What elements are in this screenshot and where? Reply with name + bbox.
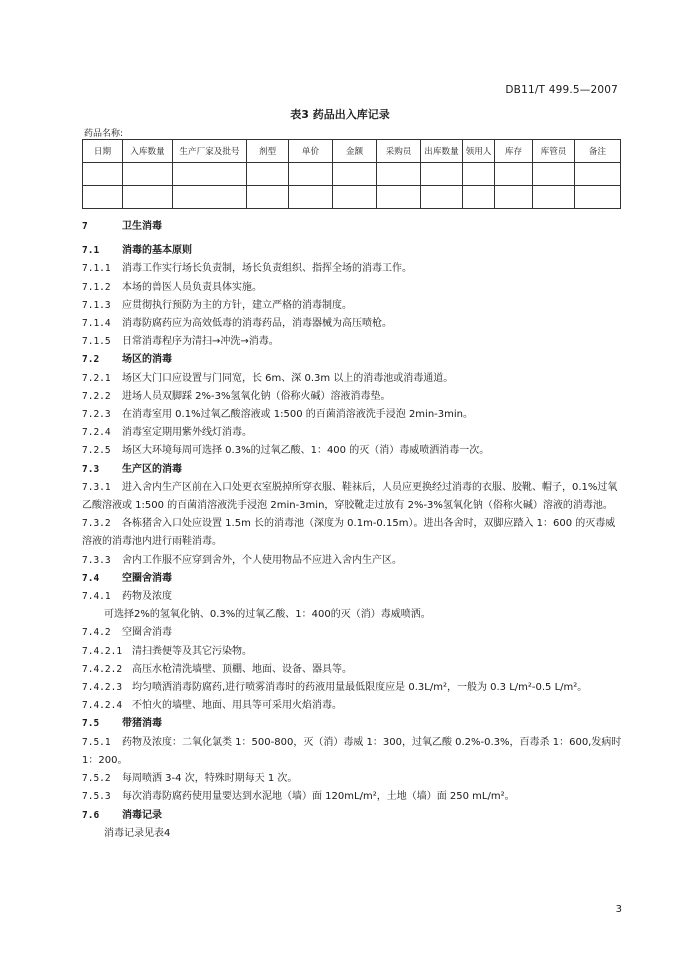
clause-text: 各栋猪舍入口处应设置 1.5m 长的消毒池（深度为 0.1m-0.15m）。进出各舍时，双脚应踏入 1：600 的灭毒威溶液的消毒池内进行雨鞋消毒。 (82, 518, 616, 548)
section-heading (82, 807, 622, 825)
clause-text: 消毒室定期用紫外线灯消毒。 (122, 427, 252, 439)
clause-number: 7.5 (82, 718, 100, 730)
section-heading (82, 351, 622, 369)
table-cell (333, 186, 377, 209)
clause-number: 7.1.1 (82, 263, 111, 275)
clause-number: 7.4.2.1 (82, 645, 123, 657)
clause (82, 279, 622, 297)
clause-text: 本场的兽医人员负责具体实施。 (122, 281, 262, 293)
table-header-cell: 库管员 (533, 140, 575, 163)
table-header-cell: 出库数量 (421, 140, 463, 163)
table-cell (533, 163, 575, 186)
table-cell (123, 186, 173, 209)
clause (82, 424, 622, 442)
clause-text: 药物及浓度 (122, 591, 172, 603)
clause-text: 卫生消毒 (122, 221, 162, 232)
section-heading (82, 242, 622, 260)
table-cell (495, 186, 533, 209)
clause-text: 消毒记录见表4 (104, 827, 171, 839)
clause-text: 每周喷洒 3-4 次，特殊时期每天 1 次。 (122, 773, 298, 785)
clause-number: 7.4 (82, 572, 100, 584)
table-header-cell: 单价 (289, 140, 333, 163)
clause-number: 7.6 (82, 809, 100, 821)
clause (82, 679, 622, 697)
clause-text: 消毒的基本原则 (122, 245, 192, 257)
clause-number: 7.5.2 (82, 773, 111, 785)
clause (82, 788, 622, 806)
table-header-cell: 库存 (495, 140, 533, 163)
clause-text: 高压水枪清洗墙壁、顶棚、地面、设备、器具等。 (132, 663, 352, 675)
clause-text: 消毒防腐药应为高效低毒的消毒药品，消毒器械为高压喷枪。 (122, 318, 392, 330)
clause-number: 7.4.2.2 (82, 663, 123, 675)
table-cell (377, 163, 421, 186)
table-cell (421, 186, 463, 209)
table-cell (575, 163, 621, 186)
clause (82, 770, 622, 788)
clause-number: 7.3.1 (82, 481, 111, 493)
drug-name-label: 药品名称: (84, 129, 124, 139)
table-header-cell: 日期 (83, 140, 123, 163)
table-header-cell: 备注 (575, 140, 621, 163)
table-cell (173, 186, 247, 209)
clause-number: 7.4.2.4 (82, 700, 123, 712)
clause (82, 734, 622, 770)
clause-text: 进入舍内生产区前在入口处更衣室脱掉所穿衣服、鞋袜后，人员应更换经过消毒的衣服、胶靴、帽子，0.1%过氧乙酸溶液或 1:500 的百菌消溶液洗手浸泡 2min-3min，穿胶靴走过放有 2%-3%氢氧化钠（俗称火碱）溶液的消毒池。 (82, 481, 618, 512)
clause-number: 7.2.4 (82, 427, 111, 439)
clause-number: 7.3.2 (82, 518, 111, 530)
clause-number: 7.2.1 (82, 372, 111, 384)
clause (82, 552, 622, 570)
clause (82, 370, 622, 388)
clause-text: 空圈舍消毒 (122, 627, 172, 639)
table-cell (533, 186, 575, 209)
clause-number: 7.2.3 (82, 409, 111, 421)
clause-text: 场区大门口应设置与门同宽，长 6m、深 0.3m 以上的消毒池或消毒通道。 (122, 372, 454, 384)
page-number: 3 (615, 904, 622, 915)
table-cell (463, 186, 495, 209)
clause (82, 661, 622, 679)
clause-number: 7.3.3 (82, 554, 111, 566)
clause-text: 消毒记录 (122, 809, 162, 821)
clause-text: 空圈舍消毒 (122, 572, 172, 584)
clause-text: 在消毒室用 0.1%过氧乙酸溶液或 1:500 的百菌消溶液洗手浸泡 2min-3min。 (122, 409, 473, 421)
clause-text: 消毒工作实行场长负责制，场长负责组织、指挥全场的消毒工作。 (122, 263, 412, 275)
clause-text: 均匀喷洒消毒防腐药,进行喷雾消毒时的药液用量最低限度应是 0.3L/m²，一般为 0.3 L/m²-0.5 L/m²。 (132, 682, 588, 694)
clause (82, 260, 622, 278)
clause-number: 7.2.5 (82, 445, 111, 457)
clause-text: 清扫粪便等及其它污染物。 (132, 645, 252, 657)
table-header-cell: 金额 (333, 140, 377, 163)
table-header-row (83, 140, 621, 163)
table-cell (421, 163, 463, 186)
clause-number: 7.1.4 (82, 318, 111, 330)
table-cell (495, 163, 533, 186)
clause-text: 生产区的消毒 (122, 463, 182, 475)
clause (82, 697, 622, 715)
table-cell (289, 163, 333, 186)
table-header-cell: 生产厂家及批号 (173, 140, 247, 163)
clause-text: 场区的消毒 (122, 354, 172, 366)
table-cell (123, 163, 173, 186)
clause-text: 每次消毒防腐药使用量要达到水泥地（墙）面 120mL/m²，土地（墙）面 250 mL/m²。 (122, 791, 515, 803)
table-cell (377, 186, 421, 209)
table-cell (575, 186, 621, 209)
clause (82, 406, 622, 424)
clause-number: 7.4.1 (82, 591, 111, 603)
section-heading (82, 218, 622, 236)
table-header-cell: 采购员 (377, 140, 421, 163)
table-row (83, 163, 621, 186)
table-cell (173, 163, 247, 186)
section-heading (82, 461, 622, 479)
clause-number: 7.3 (82, 463, 100, 475)
clause-text: 药物及浓度：二氧化氯类 1：500-800，灭（消）毒威 1：300，过氧乙酸 0.2%-0.3%，百毒杀 1：600,发病时 1：200。 (82, 736, 622, 766)
section-heading (82, 570, 622, 588)
clause-number: 7.1.3 (82, 299, 111, 311)
clause (82, 588, 622, 606)
doc-code: DB11/T 499.5—2007 (505, 84, 618, 96)
clause (82, 315, 622, 333)
table-cell (333, 163, 377, 186)
clause-number: 7.1 (82, 245, 100, 257)
table-cell (83, 186, 123, 209)
table-cell (289, 186, 333, 209)
table-header-cell: 剂型 (247, 140, 289, 163)
clause-text: 日常消毒程序为清扫→冲洗→消毒。 (122, 336, 279, 348)
clause (82, 825, 622, 843)
clause-text: 应贯彻执行预防为主的方针，建立严格的消毒制度。 (122, 299, 352, 311)
clause (82, 388, 622, 406)
document-body (82, 218, 622, 843)
clause-text: 舍内工作服不应穿到舍外，个人使用物品不应进入舍内生产区。 (122, 554, 402, 566)
clause-number: 7.1.5 (82, 336, 111, 348)
inventory-table (82, 139, 621, 209)
table-header-cell: 领用人 (463, 140, 495, 163)
clause-text: 带猪消毒 (122, 718, 162, 730)
clause-text: 不怕火的墙壁、地面、用具等可采用火焰消毒。 (132, 700, 342, 712)
table-header-cell: 入库数量 (123, 140, 173, 163)
clause-number: 7 (82, 221, 88, 232)
section-heading (82, 715, 622, 733)
table-row (83, 186, 621, 209)
clause (82, 643, 622, 661)
clause-number: 7.1.2 (82, 281, 111, 293)
clause-text: 进场人员双脚踩 2%-3%氢氧化钠（俗称火碱）溶液消毒垫。 (122, 390, 391, 402)
table-cell (83, 163, 123, 186)
clause-number: 7.4.2.3 (82, 682, 123, 694)
clause (82, 479, 622, 515)
clause (82, 606, 622, 624)
clause (82, 624, 622, 642)
table-cell (247, 163, 289, 186)
clause-number: 7.5.3 (82, 791, 111, 803)
clause (82, 515, 622, 551)
clause-number: 7.2.2 (82, 390, 111, 402)
table-title: 表3 药品出入库记录 (290, 108, 390, 121)
clause (82, 333, 622, 351)
clause-number: 7.5.1 (82, 736, 111, 748)
clause-text: 场区大环境每周可选择 0.3%的过氧乙酸、1：400 的灭（消）毒威喷洒消毒一次。 (122, 445, 490, 457)
clause (82, 297, 622, 315)
clause-number: 7.2 (82, 354, 100, 366)
table-cell (247, 186, 289, 209)
clause-text: 可选择2%的氢氧化钠、0.3%的过氧乙酸、1：400的灭（消）毒威喷洒。 (104, 609, 431, 621)
table-cell (463, 163, 495, 186)
clause-number: 7.4.2 (82, 627, 111, 639)
clause (82, 442, 622, 460)
